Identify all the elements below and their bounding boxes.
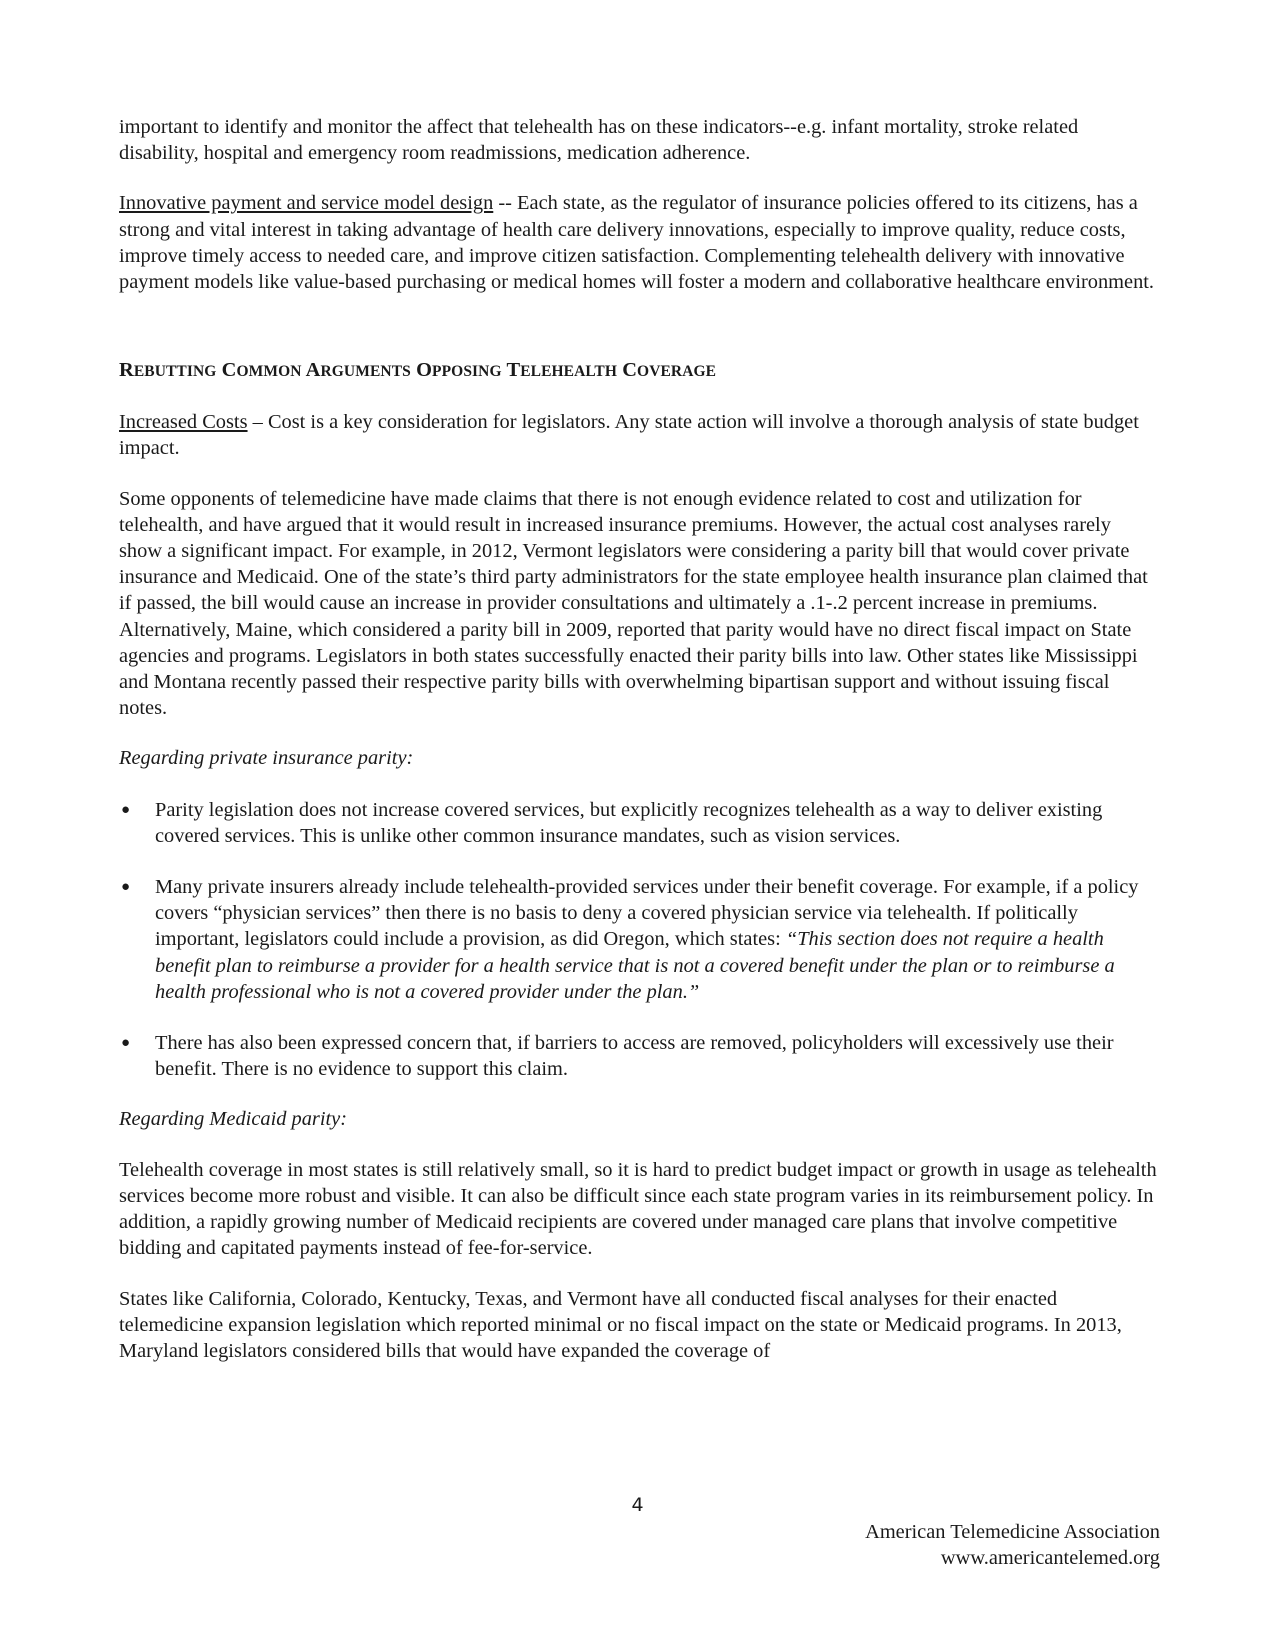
payment-model-text: -- Each state, as the regulator of insurance policies offered to its citizens, has a strong and vital interest in taking advantage of health care delivery innovations, especially to improve quality, reduce costs, improve timely access to needed care, and improve citizen satisfaction. Complementing telehealth delivery with innovative payment models like value-based purchasing or medical homes will foster a modern and collaborative healthcare environment. (119, 192, 1155, 294)
heading-smallcaps: OMMON (236, 363, 302, 381)
heading-letter: C (622, 359, 638, 382)
increased-costs-text: – Cost is a key consideration for legislators. Any state action will involve a thorough analysis of state budget impact. (119, 411, 1139, 460)
paragraph-payment-model (119, 190, 1159, 295)
document-body (119, 114, 1159, 1364)
oregon-quote: “This section does not require a health benefit plan to reimburse a provider for a health service that is not a covered benefit under the plan or to reimburse a health professional who is not a covered provider under the plan.” (155, 928, 1115, 1003)
bullet-icon: ● (121, 1035, 131, 1052)
heading-smallcaps: PPOSING (432, 363, 502, 381)
heading-letter: R (119, 359, 134, 382)
list-item (119, 874, 1159, 1005)
bullet-text-body: Many private insurers already include telehealth-provided services under their benefit coverage. For example, if a policy covers “physician services” then there is no basis to deny a covered physician service via telehealth. If politically important, legislators could include a provision, as did Oregon, which states: (155, 876, 1139, 951)
heading-smallcaps: OVERAGE (637, 363, 717, 381)
bullet-text (155, 874, 1159, 1005)
organization-url: www.americantelemed.org (940, 1547, 1160, 1569)
paragraph-opponents: Some opponents of telemedicine have made claims that there is not enough evidence related to cost and utilization for telehealth, and have argued that it would result in increased insurance premiums. However, the actual cost analyses rarely show a significant impact. For example, in 2012, Vermont legislators were considering a parity bill that would cover private insurance and Medicaid. One of the state’s third party administrators for the state employee health insurance plan claimed that if passed, the bill would cause an increase in provider consultations and ultimately a .1-.2 percent increase in premiums. Alternatively, Maine, which considered a parity bill in 2009, reported that parity would have no direct fiscal impact on State agencies and programs. Legislators in both states successfully enacted their parity bills into law. Other states like Mississippi and Montana recently passed their respective parity bills with overwhelming bipartisan support and without issuing fiscal notes. (119, 487, 1148, 720)
heading-smallcaps: ELEHEALTH (520, 363, 618, 381)
bullet-text: Parity legislation does not increase covered services, but explicitly recognizes telehealth as a way to deliver existing covered services. This is unlike other common insurance mandates, such as vision services. (155, 798, 1103, 847)
paragraph-medicaid: Telehealth coverage in most states is still relatively small, so it is hard to predict budget impact or growth in usage as telehealth services become more robust and visible. It can also be difficult since each state program varies in its reimbursement policy. In addition, a rapidly growing number of Medicaid recipients are covered under managed care plans that involve competitive bidding and capitated payments instead of fee-for-service. (119, 1158, 1157, 1260)
heading-letter: T (506, 359, 521, 382)
heading-letter: O (416, 359, 433, 382)
organization-name: American Telemedicine Association (865, 1521, 1160, 1543)
private-parity-list (119, 797, 1159, 1083)
heading-letter: C (221, 359, 237, 382)
medicaid-parity-heading: Regarding Medicaid parity: (119, 1108, 348, 1131)
paragraph-intro: important to identify and monitor the affect that telehealth has on these indicators--e.g. infant mortality, stroke related disability, hospital and emergency room readmissions, medication adherence. (119, 116, 1079, 165)
list-item (119, 797, 1159, 849)
private-parity-heading: Regarding private insurance parity: (119, 747, 414, 770)
bullet-icon: ● (121, 879, 131, 896)
heading-smallcaps: RGUMENTS (320, 363, 411, 381)
paragraph-states: States like California, Colorado, Kentucky, Texas, and Vermont have all conducted fiscal analyses for their enacted telemedicine expansion legislation which reported minimal or no fiscal impact on the state or Medicaid programs. In 2013, Maryland legislators considered bills that would have expanded the coverage of (119, 1287, 1122, 1362)
section-heading (119, 357, 1159, 385)
payment-model-title: Innovative payment and service model design (119, 192, 494, 215)
page-number: 4 (631, 1494, 644, 1516)
paragraph-increased-costs (119, 409, 1159, 461)
bullet-text: There has also been expressed concern that, if barriers to access are removed, policyholders will excessively use their benefit. There is no evidence to support this claim. (155, 1032, 1114, 1081)
increased-costs-title: Increased Costs (119, 411, 248, 434)
heading-letter: A (305, 359, 321, 382)
footer-organization (865, 1519, 1160, 1571)
bullet-icon: ● (121, 801, 131, 818)
heading-smallcaps: EBUTTING (133, 363, 217, 381)
list-item (119, 1030, 1159, 1082)
